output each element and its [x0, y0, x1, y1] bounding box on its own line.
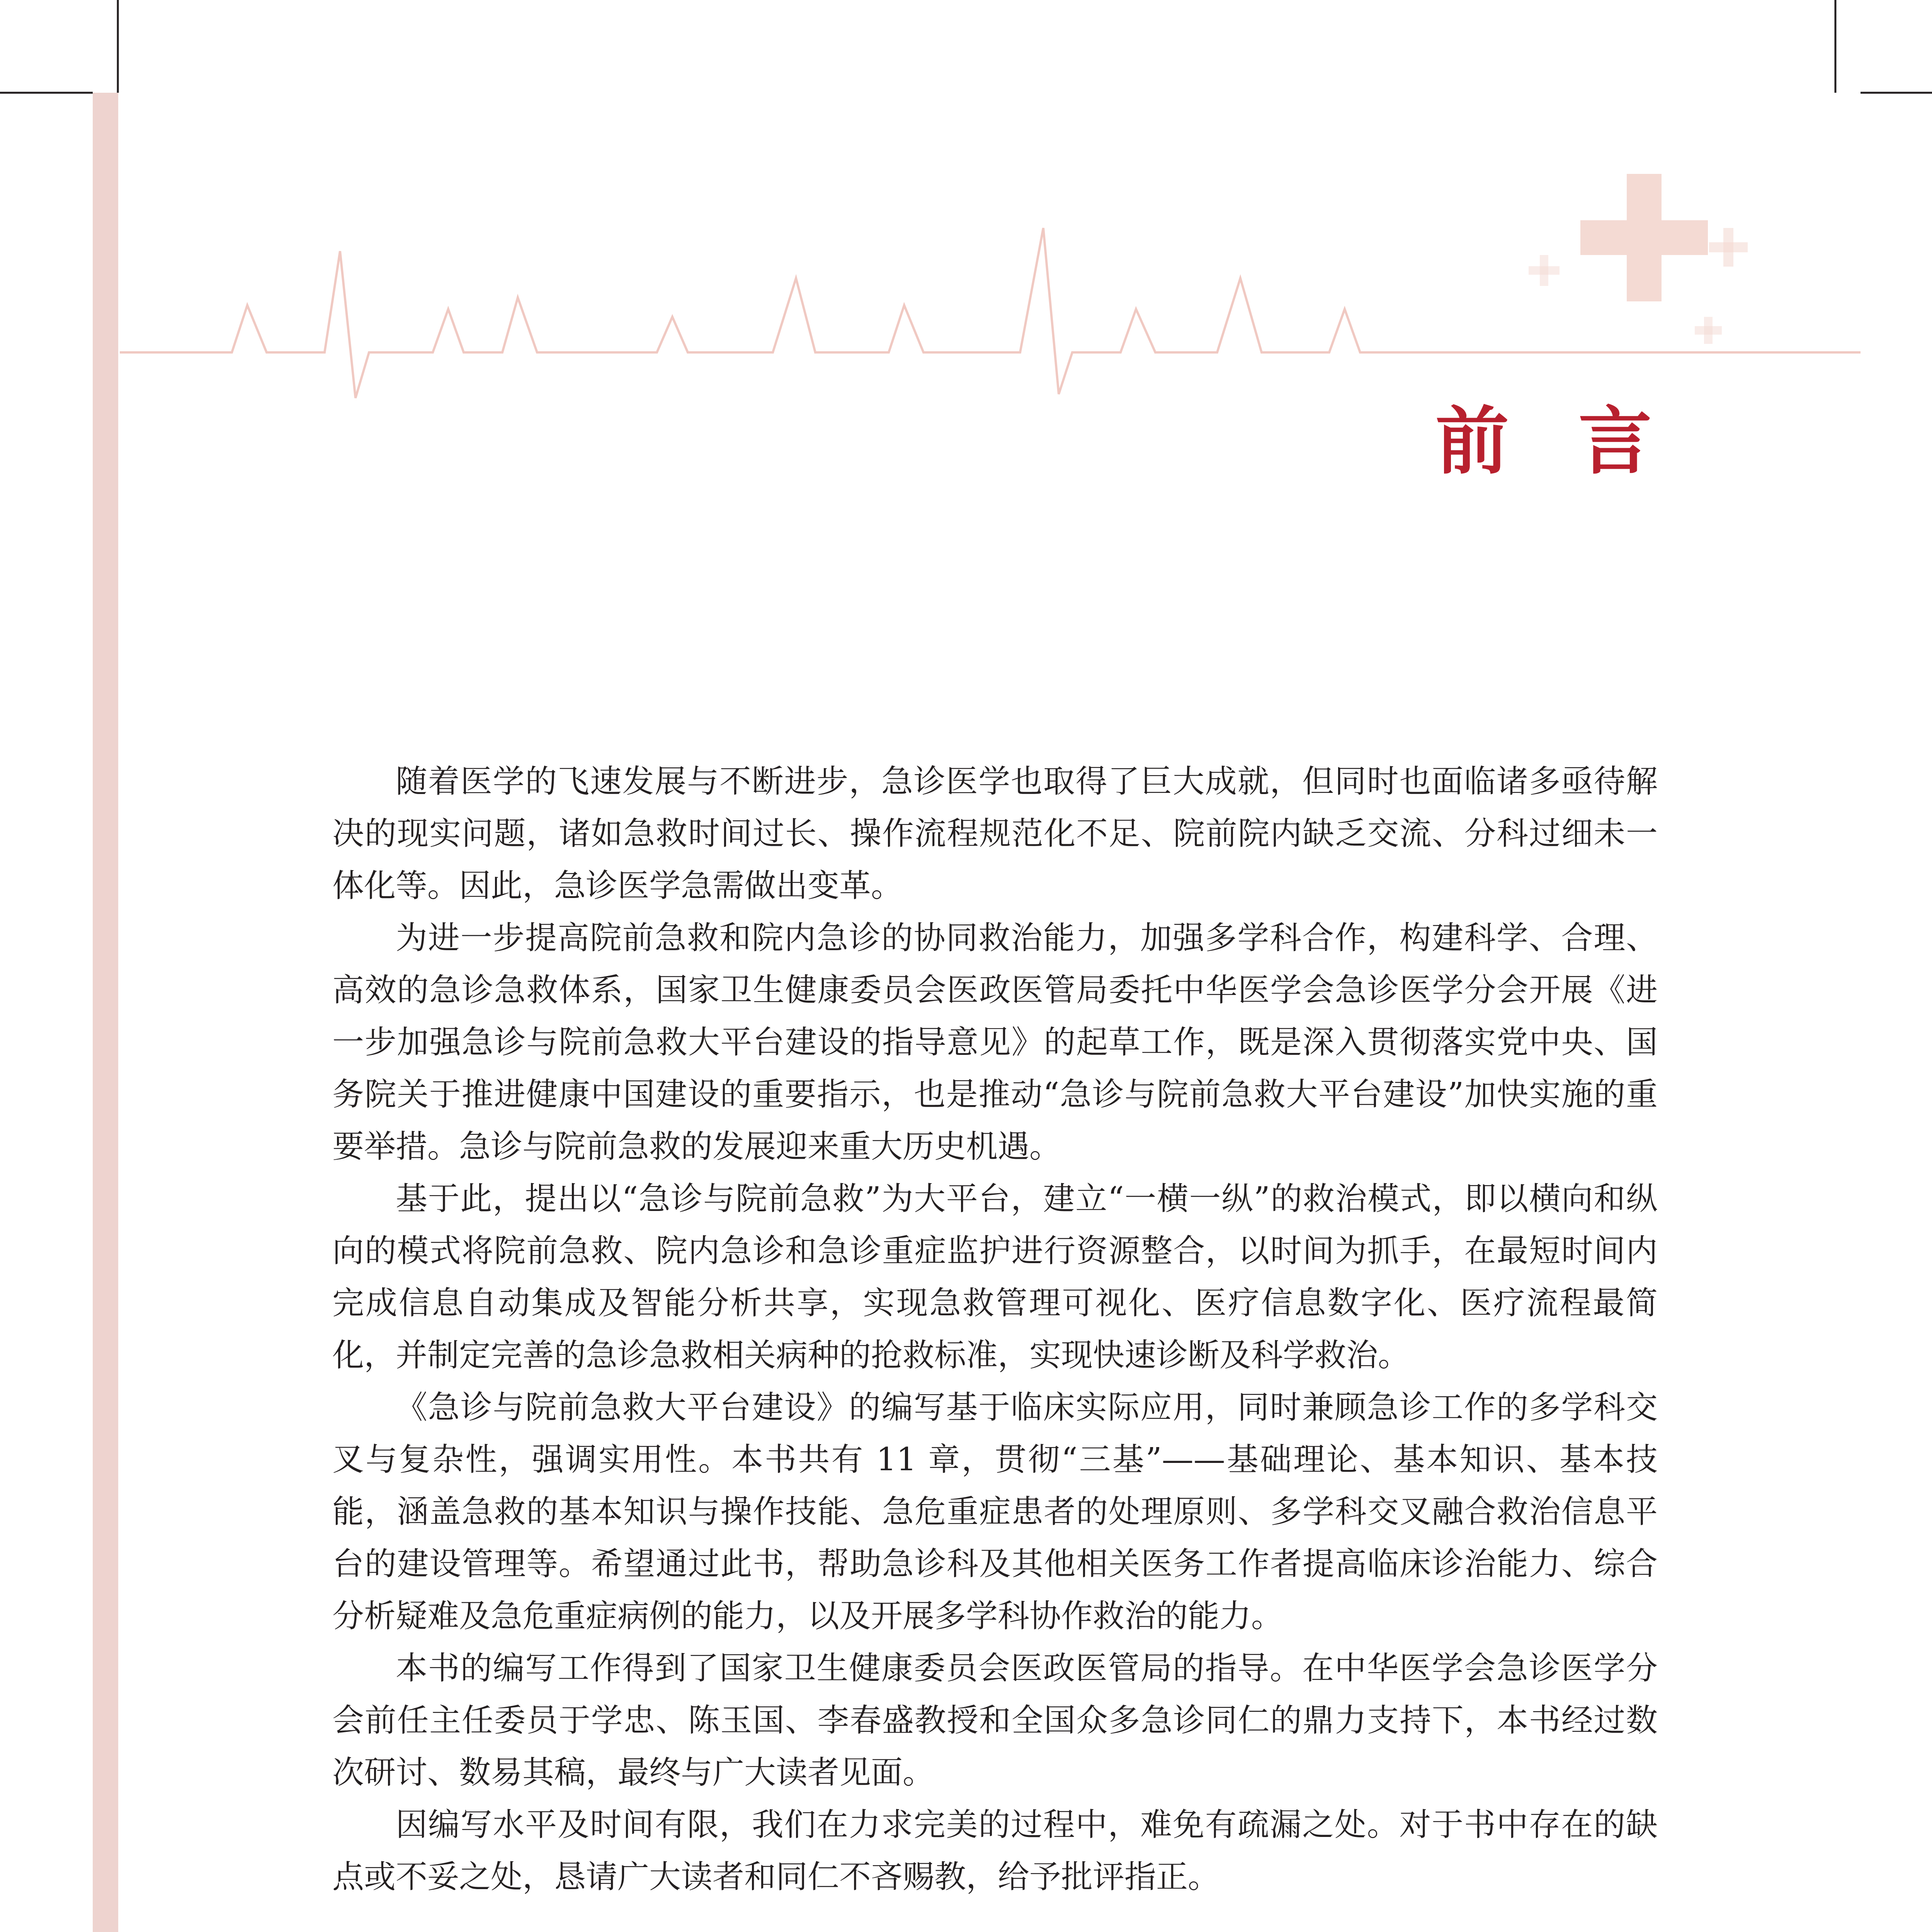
paragraph-3: 基于此，提出以“急诊与院前急救”为大平台，建立“一横一纵”的救治模式，即以横向和纵向的模式将院前急救、院内急诊和急诊重症监护进行资源整合，以时间为抓手，在最短时间内完成信息自动集成及智能分析共享，实现急救管理可视化、医疗信息数字化、医疗流程最简化，并制定完善的急诊急救相关病种的抢救标准，实现快速诊断及科学救治。	[332, 1180, 1658, 1374]
paragraph-6: 因编写水平及时间有限，我们在力求完美的过程中，难免有疏漏之处。对于书中存在的缺点或不妥之处，恳请广大读者和同仁不吝赐教，给予批评指正。	[332, 1806, 1658, 1895]
page-title	[1435, 383, 1652, 488]
paragraph-4: 《急诊与院前急救大平台建设》的编写基于临床实际应用，同时兼顾急诊工作的多学科交叉与复杂性，强调实用性。本书共有 11 章，贯彻“三基”——基础理论、基本知识、基本技能，涵盖急救的基本知识与操作技能、急危重症患者的处理原则、多学科交叉融合救治信息平台的建设管理等。希望通过此书，帮助急诊科及其他相关医务工作者提高临床诊治能力、综合分析疑难及急危重症病例的能力，以及开展多学科协作救治的能力。	[332, 1389, 1658, 1634]
preface-body	[332, 755, 1658, 1903]
paragraph-2: 为进一步提高院前急救和院内急诊的协同救治能力，加强多学科合作，构建科学、合理、高效的急诊急救体系，国家卫生健康委员会医政医管局委托中华医学会急诊医学分会开展《进一步加强急诊与院前急救大平台建设的指导意见》的起草工作，既是深入贯彻落实党中央、国务院关于推进健康中国建设的重要指示，也是推动“急诊与院前急救大平台建设”加快实施的重要举措。急诊与院前急救的发展迎来重大历史机遇。	[332, 920, 1658, 1165]
left-stripe	[93, 93, 118, 1932]
paragraph-1: 随着医学的飞速发展与不断进步，急诊医学也取得了巨大成就，但同时也面临诸多亟待解决的现实问题，诸如急救时间过长、操作流程规范化不足、院前院内缺乏交流、分科过细未一体化等。因此，急诊医学急需做出变革。	[332, 763, 1658, 904]
title-char-2: 言	[1578, 399, 1652, 484]
title-char-1: 前	[1435, 399, 1509, 484]
medical-cross-icon	[1529, 174, 1748, 344]
paragraph-5: 本书的编写工作得到了国家卫生健康委员会医政医管局的指导。在中华医学会急诊医学分会前任主任委员于学忠、陈玉国、李春盛教授和全国众多急诊同仁的鼎力支持下，本书经过数次研讨、数易其稿，最终与广大读者见面。	[332, 1650, 1658, 1791]
